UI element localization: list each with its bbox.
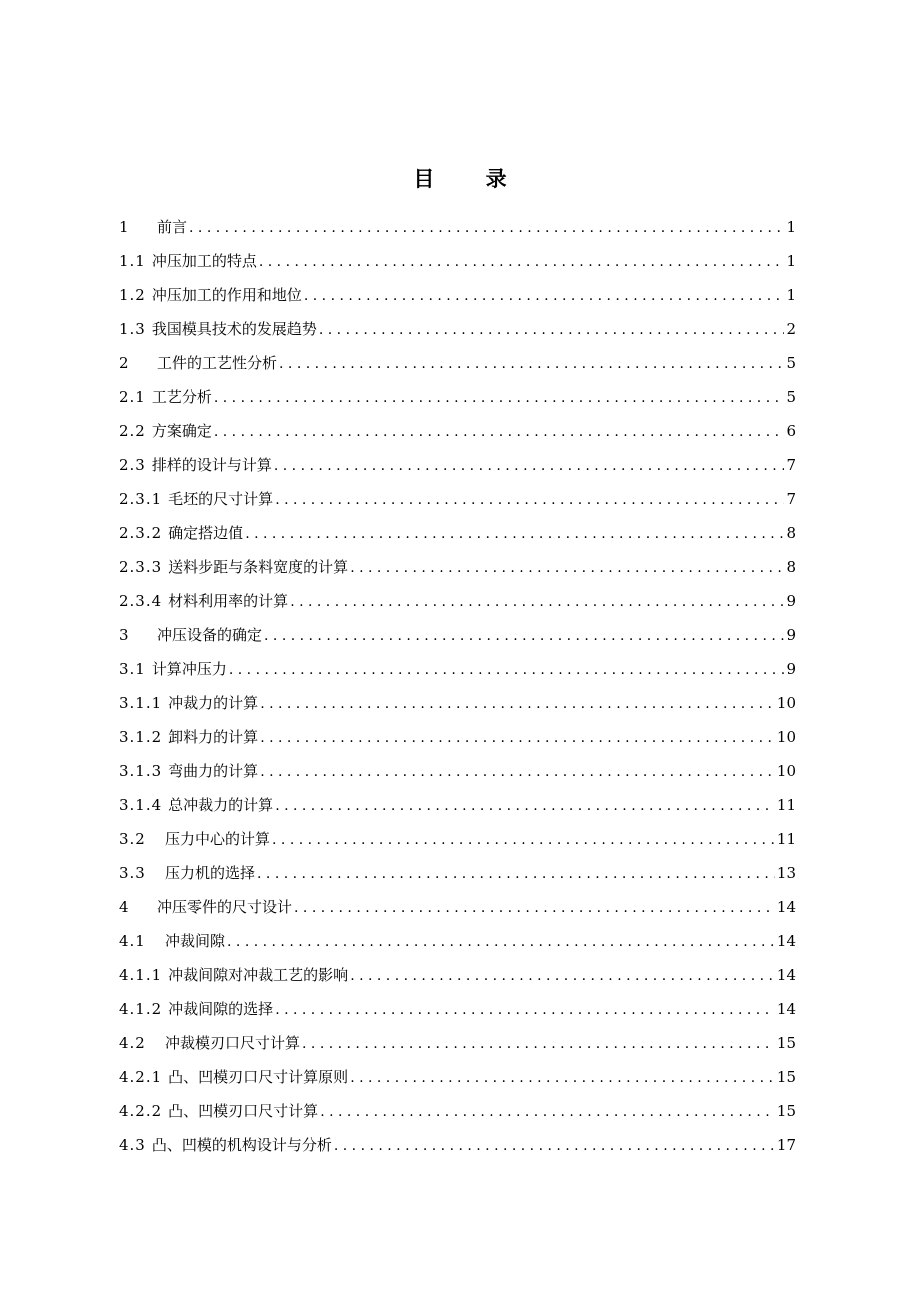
toc-entry-number: 2.2 (119, 422, 146, 440)
toc-entry-number: 2.3.2 (119, 524, 163, 542)
toc-entry-page: 8 (786, 558, 796, 576)
toc-dot-leader (290, 585, 784, 618)
page-title: 目 录 (413, 167, 529, 191)
toc-dot-leader (245, 517, 784, 550)
toc-entry-number: 4.1 (119, 932, 146, 950)
toc-dot-leader (259, 245, 785, 278)
toc-entry-title: 压力中心的计算 (165, 830, 271, 848)
toc-entry-number: 3.1.3 (119, 762, 163, 780)
toc-entry-title: 冲压零件的尺寸设计 (157, 898, 293, 916)
toc-entry-title: 计算冲压力 (151, 660, 227, 678)
toc-dot-leader (214, 381, 785, 414)
toc-entry-number: 3.1 (119, 660, 146, 678)
toc-entry[interactable] (119, 754, 796, 788)
toc-entry-number: 3.1.1 (119, 694, 163, 712)
toc-dot-leader (264, 619, 784, 652)
toc-entry-page: 9 (786, 592, 796, 610)
toc-entry[interactable] (119, 414, 796, 448)
toc-entry-title: 总冲裁力的计算 (168, 796, 274, 814)
toc-dot-leader (334, 1129, 775, 1162)
toc-entry-number: 3.1.2 (119, 728, 163, 746)
toc-entry[interactable] (119, 1128, 796, 1162)
toc-entry-page: 5 (786, 388, 796, 406)
toc-entry-page: 1 (786, 218, 796, 236)
toc-entry-title: 凸、凹模的机构设计与分析 (151, 1136, 332, 1154)
toc-entry-page: 7 (786, 456, 796, 474)
toc-dot-leader (304, 279, 785, 312)
table-of-contents (119, 210, 796, 1162)
toc-entry-number: 3.2 (119, 830, 146, 848)
toc-entry-number: 1 (119, 218, 130, 236)
toc-dot-leader (260, 721, 775, 754)
toc-dot-leader (260, 687, 775, 720)
toc-entry-number: 3.3 (119, 864, 146, 882)
toc-entry-number: 4.1.2 (119, 1000, 163, 1018)
toc-entry-number: 3 (119, 626, 130, 644)
toc-entry-number: 2.3.4 (119, 592, 163, 610)
toc-entry-number: 2.3 (119, 456, 146, 474)
toc-entry-title: 冲压加工的特点 (151, 252, 257, 270)
toc-entry[interactable] (119, 380, 796, 414)
toc-entry-page: 14 (776, 966, 796, 984)
toc-entry[interactable] (119, 686, 796, 720)
toc-dot-leader (257, 857, 775, 890)
toc-dot-leader (275, 993, 775, 1026)
toc-entry-title: 方案确定 (151, 422, 212, 440)
toc-dot-leader (214, 415, 785, 448)
toc-entry-page: 14 (776, 932, 796, 950)
toc-entry[interactable] (119, 856, 796, 890)
toc-entry[interactable] (119, 584, 796, 618)
toc-dot-leader (189, 211, 784, 244)
toc-entry-page: 11 (776, 830, 796, 848)
toc-dot-leader (350, 959, 775, 992)
toc-entry-page: 13 (776, 864, 796, 882)
toc-entry-number: 4.2 (119, 1034, 146, 1052)
toc-entry[interactable] (119, 1026, 796, 1060)
toc-entry-title: 前言 (157, 218, 188, 236)
toc-entry[interactable] (119, 550, 796, 584)
toc-dot-leader (229, 653, 785, 686)
toc-entry-title: 压力机的选择 (165, 864, 256, 882)
toc-entry-page: 15 (776, 1102, 796, 1120)
toc-entry-title: 材料利用率的计算 (168, 592, 289, 610)
toc-entry-title: 冲裁模刃口尺寸计算 (165, 1034, 301, 1052)
toc-entry-title: 冲裁力的计算 (168, 694, 259, 712)
toc-entry-number: 3.1.4 (119, 796, 163, 814)
toc-entry-number: 1.2 (119, 286, 146, 304)
toc-entry-title: 毛坯的尺寸计算 (168, 490, 274, 508)
toc-entry-page: 15 (776, 1068, 796, 1086)
toc-entry-number: 4.1.1 (119, 966, 163, 984)
toc-entry-title: 送料步距与条料宽度的计算 (168, 558, 349, 576)
toc-entry[interactable] (119, 992, 796, 1026)
toc-dot-leader (320, 1095, 775, 1128)
toc-entry-page: 15 (776, 1034, 796, 1052)
toc-entry-page: 2 (786, 320, 796, 338)
toc-entry-title: 我国模具技术的发展趋势 (151, 320, 317, 338)
toc-entry-number: 2.1 (119, 388, 146, 406)
toc-entry-page: 5 (786, 354, 796, 372)
toc-entry[interactable] (119, 788, 796, 822)
toc-entry-number: 2.3.3 (119, 558, 163, 576)
toc-entry-title: 凸、凹模刃口尺寸计算原则 (168, 1068, 349, 1086)
toc-dot-leader (350, 1061, 775, 1094)
toc-entry-page: 14 (776, 898, 796, 916)
toc-dot-leader (350, 551, 784, 584)
toc-entry[interactable] (119, 618, 796, 652)
toc-entry-number: 1.3 (119, 320, 146, 338)
toc-entry[interactable] (119, 652, 796, 686)
toc-entry-page: 1 (786, 286, 796, 304)
toc-entry-title: 凸、凹模刃口尺寸计算 (168, 1102, 319, 1120)
toc-entry-page: 11 (776, 796, 796, 814)
toc-entry[interactable] (119, 1094, 796, 1128)
toc-entry-page: 7 (786, 490, 796, 508)
toc-entry-page: 17 (776, 1136, 796, 1154)
toc-entry-title: 冲压设备的确定 (157, 626, 263, 644)
toc-dot-leader (319, 313, 785, 346)
toc-dot-leader (275, 483, 784, 516)
toc-entry[interactable] (119, 720, 796, 754)
toc-entry-number: 4 (119, 898, 130, 916)
toc-entry-page: 10 (776, 762, 796, 780)
toc-entry-title: 排样的设计与计算 (151, 456, 272, 474)
toc-entry-number: 1.1 (119, 252, 146, 270)
toc-entry-title: 冲裁间隙的选择 (168, 1000, 274, 1018)
toc-entry-page: 14 (776, 1000, 796, 1018)
toc-entry-page: 10 (776, 728, 796, 746)
toc-dot-leader (274, 449, 785, 482)
toc-entry-title: 弯曲力的计算 (168, 762, 259, 780)
toc-entry-title: 确定搭边值 (168, 524, 244, 542)
toc-entry[interactable] (119, 1060, 796, 1094)
toc-entry-page: 6 (786, 422, 796, 440)
toc-entry-number: 2 (119, 354, 130, 372)
toc-entry-number: 4.2.2 (119, 1102, 163, 1120)
toc-dot-leader (272, 823, 775, 856)
toc-entry[interactable] (119, 210, 796, 244)
toc-dot-leader (275, 789, 775, 822)
toc-entry-page: 9 (786, 626, 796, 644)
toc-dot-leader (227, 925, 775, 958)
toc-entry-page: 10 (776, 694, 796, 712)
toc-entry-number: 4.2.1 (119, 1068, 163, 1086)
toc-dot-leader (279, 347, 784, 380)
toc-entry[interactable] (119, 890, 796, 924)
toc-dot-leader (260, 755, 775, 788)
toc-entry[interactable] (119, 822, 796, 856)
toc-dot-leader (294, 891, 775, 924)
toc-entry-number: 4.3 (119, 1136, 146, 1154)
toc-entry[interactable] (119, 482, 796, 516)
toc-entry[interactable] (119, 278, 796, 312)
toc-entry-page: 9 (786, 660, 796, 678)
toc-entry[interactable] (119, 346, 796, 380)
toc-entry-title: 工件的工艺性分析 (157, 354, 278, 372)
toc-entry-title: 卸料力的计算 (168, 728, 259, 746)
toc-entry-title: 冲裁间隙 (165, 932, 226, 950)
toc-dot-leader (302, 1027, 775, 1060)
toc-entry-number: 2.3.1 (119, 490, 163, 508)
toc-entry-page: 8 (786, 524, 796, 542)
toc-entry[interactable] (119, 448, 796, 482)
toc-entry-page: 1 (786, 252, 796, 270)
toc-entry-title: 冲裁间隙对冲裁工艺的影响 (168, 966, 349, 984)
toc-entry[interactable] (119, 312, 796, 346)
toc-entry[interactable] (119, 924, 796, 958)
toc-entry[interactable] (119, 244, 796, 278)
toc-entry[interactable] (119, 958, 796, 992)
toc-entry-title: 冲压加工的作用和地位 (151, 286, 302, 304)
toc-entry-title: 工艺分析 (151, 388, 212, 406)
toc-entry[interactable] (119, 516, 796, 550)
